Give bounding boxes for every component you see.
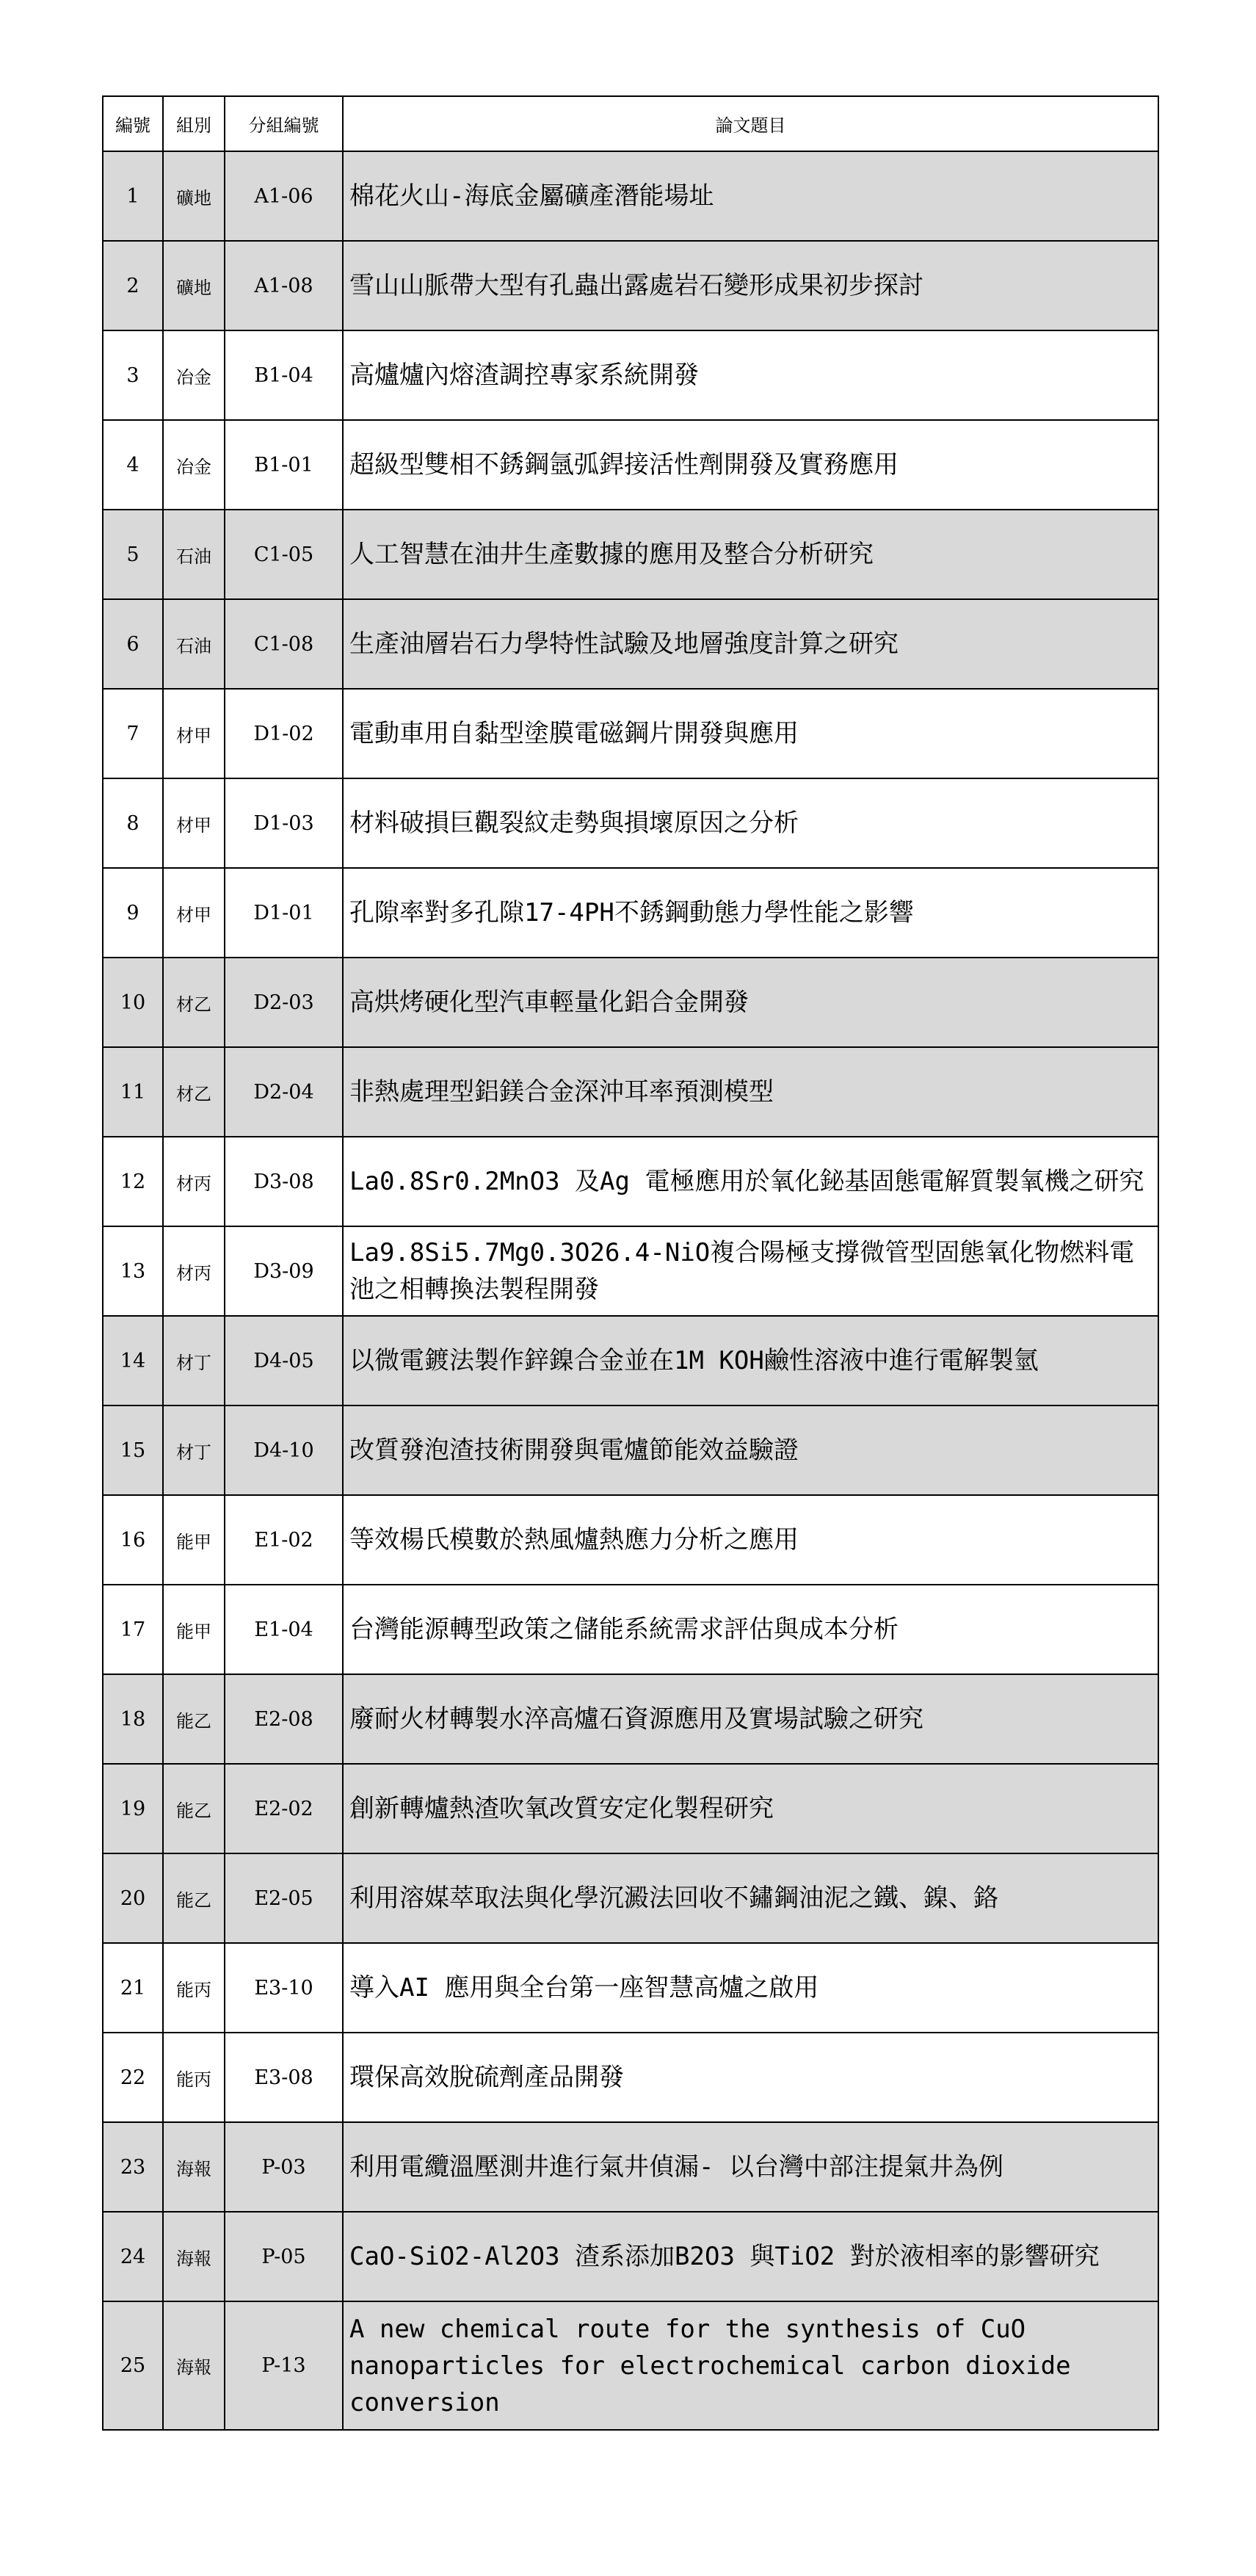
cell-code: P-13 — [225, 2301, 343, 2430]
cell-title: 材料破損巨觀裂紋走勢與損壞原因之分析 — [343, 778, 1158, 868]
cell-code: B1-04 — [225, 330, 343, 420]
table-row — [103, 1853, 1158, 1943]
cell-no: 19 — [103, 1764, 163, 1853]
table-row — [103, 868, 1158, 958]
cell-no: 1 — [103, 151, 163, 241]
cell-group: 材乙 — [163, 958, 225, 1047]
cell-code: D2-04 — [225, 1047, 343, 1137]
cell-code: E2-05 — [225, 1853, 343, 1943]
table-body — [103, 151, 1158, 2430]
cell-code: E3-08 — [225, 2033, 343, 2122]
cell-code: D4-05 — [225, 1316, 343, 1405]
cell-no: 21 — [103, 1943, 163, 2033]
cell-code: C1-08 — [225, 599, 343, 689]
cell-group: 礦地 — [163, 241, 225, 330]
cell-code: D3-08 — [225, 1137, 343, 1226]
cell-title: 廢耐火材轉製水淬高爐石資源應用及實場試驗之研究 — [343, 1674, 1158, 1764]
table-row — [103, 1137, 1158, 1226]
table-row — [103, 958, 1158, 1047]
table-row — [103, 1405, 1158, 1495]
cell-title: A new chemical route for the synthesis of CuO nanoparticles for electrochemical carbon dioxide conversion — [343, 2301, 1158, 2430]
cell-group: 石油 — [163, 599, 225, 689]
cell-code: D1-02 — [225, 689, 343, 778]
cell-title: CaO-SiO2-Al2O3 渣系添加B2O3 與TiO2 對於液相率的影響研究 — [343, 2212, 1158, 2301]
cell-title: 棉花火山-海底金屬礦產潛能場址 — [343, 151, 1158, 241]
cell-no: 9 — [103, 868, 163, 958]
table-row — [103, 2212, 1158, 2301]
cell-code: E2-08 — [225, 1674, 343, 1764]
cell-group: 能乙 — [163, 1764, 225, 1853]
cell-title: 非熱處理型鋁鎂合金深沖耳率預測模型 — [343, 1047, 1158, 1137]
cell-no: 16 — [103, 1495, 163, 1585]
cell-code: E1-02 — [225, 1495, 343, 1585]
cell-title: 環保高效脫硫劑產品開發 — [343, 2033, 1158, 2122]
cell-no: 11 — [103, 1047, 163, 1137]
cell-code: P-03 — [225, 2122, 343, 2212]
cell-code: A1-08 — [225, 241, 343, 330]
cell-no: 25 — [103, 2301, 163, 2430]
table-row — [103, 1764, 1158, 1853]
cell-no: 8 — [103, 778, 163, 868]
cell-no: 2 — [103, 241, 163, 330]
table-row — [103, 599, 1158, 689]
cell-group: 材丙 — [163, 1226, 225, 1316]
cell-group: 材甲 — [163, 689, 225, 778]
cell-title: 超級型雙相不銹鋼氬弧銲接活性劑開發及實務應用 — [343, 420, 1158, 510]
table-row — [103, 510, 1158, 599]
cell-code: E3-10 — [225, 1943, 343, 2033]
table-row — [103, 2122, 1158, 2212]
cell-group: 冶金 — [163, 420, 225, 510]
cell-group: 能乙 — [163, 1853, 225, 1943]
cell-no: 15 — [103, 1405, 163, 1495]
cell-code: D2-03 — [225, 958, 343, 1047]
cell-group: 材甲 — [163, 868, 225, 958]
cell-no: 3 — [103, 330, 163, 420]
cell-no: 20 — [103, 1853, 163, 1943]
header-row — [103, 96, 1158, 151]
cell-no: 14 — [103, 1316, 163, 1405]
cell-title: 利用溶媒萃取法與化學沉澱法回收不鏽鋼油泥之鐵、鎳、鉻 — [343, 1853, 1158, 1943]
cell-group: 石油 — [163, 510, 225, 599]
cell-code: D1-01 — [225, 868, 343, 958]
cell-no: 4 — [103, 420, 163, 510]
table-row — [103, 1316, 1158, 1405]
table-row — [103, 1495, 1158, 1585]
table-row — [103, 330, 1158, 420]
table-row — [103, 689, 1158, 778]
cell-title: La0.8Sr0.2MnO3 及Ag 電極應用於氧化鉍基固態電解質製氧機之研究 — [343, 1137, 1158, 1226]
cell-title: 等效楊氏模數於熱風爐熱應力分析之應用 — [343, 1495, 1158, 1585]
cell-code: A1-06 — [225, 151, 343, 241]
cell-no: 22 — [103, 2033, 163, 2122]
cell-no: 24 — [103, 2212, 163, 2301]
cell-group: 海報 — [163, 2301, 225, 2430]
cell-code: C1-05 — [225, 510, 343, 599]
cell-group: 能甲 — [163, 1495, 225, 1585]
papers-table — [102, 95, 1159, 2431]
cell-group: 海報 — [163, 2212, 225, 2301]
cell-no: 6 — [103, 599, 163, 689]
cell-code: E2-02 — [225, 1764, 343, 1853]
cell-title: 導入AI 應用與全台第一座智慧高爐之啟用 — [343, 1943, 1158, 2033]
header-code: 分組編號 — [225, 96, 343, 151]
cell-title: 高烘烤硬化型汽車輕量化鋁合金開發 — [343, 958, 1158, 1047]
cell-title: 電動車用自黏型塗膜電磁鋼片開發與應用 — [343, 689, 1158, 778]
cell-group: 冶金 — [163, 330, 225, 420]
cell-code: B1-01 — [225, 420, 343, 510]
cell-title: 利用電纜溫壓測井進行氣井偵漏- 以台灣中部注提氣井為例 — [343, 2122, 1158, 2212]
cell-group: 能甲 — [163, 1585, 225, 1674]
cell-group: 材丁 — [163, 1316, 225, 1405]
cell-code: D1-03 — [225, 778, 343, 868]
cell-title: 雪山山脈帶大型有孔蟲出露處岩石變形成果初步探討 — [343, 241, 1158, 330]
cell-no: 23 — [103, 2122, 163, 2212]
table-row — [103, 778, 1158, 868]
table-row — [103, 2033, 1158, 2122]
cell-group: 材甲 — [163, 778, 225, 868]
cell-group: 材丁 — [163, 1405, 225, 1495]
cell-no: 12 — [103, 1137, 163, 1226]
table-row — [103, 420, 1158, 510]
cell-code: D3-09 — [225, 1226, 343, 1316]
table-row — [103, 1943, 1158, 2033]
cell-title: 人工智慧在油井生產數據的應用及整合分析研究 — [343, 510, 1158, 599]
table-row — [103, 1674, 1158, 1764]
cell-code: P-05 — [225, 2212, 343, 2301]
cell-title: 創新轉爐熱渣吹氧改質安定化製程研究 — [343, 1764, 1158, 1853]
cell-code: D4-10 — [225, 1405, 343, 1495]
table-row — [103, 151, 1158, 241]
cell-title: 孔隙率對多孔隙17-4PH不銹鋼動態力學性能之影響 — [343, 868, 1158, 958]
cell-title: 生產油層岩石力學特性試驗及地層強度計算之研究 — [343, 599, 1158, 689]
table-row — [103, 241, 1158, 330]
cell-title: 台灣能源轉型政策之儲能系統需求評估與成本分析 — [343, 1585, 1158, 1674]
cell-group: 能丙 — [163, 2033, 225, 2122]
cell-title: 改質發泡渣技術開發與電爐節能效益驗證 — [343, 1405, 1158, 1495]
cell-no: 5 — [103, 510, 163, 599]
cell-no: 10 — [103, 958, 163, 1047]
cell-no: 13 — [103, 1226, 163, 1316]
cell-no: 17 — [103, 1585, 163, 1674]
table-row — [103, 1585, 1158, 1674]
cell-code: E1-04 — [225, 1585, 343, 1674]
cell-title: 高爐爐內熔渣調控專家系統開發 — [343, 330, 1158, 420]
cell-no: 7 — [103, 689, 163, 778]
cell-group: 材丙 — [163, 1137, 225, 1226]
cell-group: 材乙 — [163, 1047, 225, 1137]
header-title: 論文題目 — [343, 96, 1158, 151]
cell-group: 能乙 — [163, 1674, 225, 1764]
cell-title: La9.8Si5.7Mg0.3O26.4-NiO複合陽極支撐微管型固態氧化物燃料電池之相轉換法製程開發 — [343, 1226, 1158, 1316]
cell-group: 能丙 — [163, 1943, 225, 2033]
cell-group: 礦地 — [163, 151, 225, 241]
header-no: 編號 — [103, 96, 163, 151]
cell-title: 以微電鍍法製作鋅鎳合金並在1M KOH鹼性溶液中進行電解製氫 — [343, 1316, 1158, 1405]
cell-group: 海報 — [163, 2122, 225, 2212]
cell-no: 18 — [103, 1674, 163, 1764]
table-row — [103, 1226, 1158, 1316]
header-group: 組別 — [163, 96, 225, 151]
table-row — [103, 1047, 1158, 1137]
table-row — [103, 2301, 1158, 2430]
